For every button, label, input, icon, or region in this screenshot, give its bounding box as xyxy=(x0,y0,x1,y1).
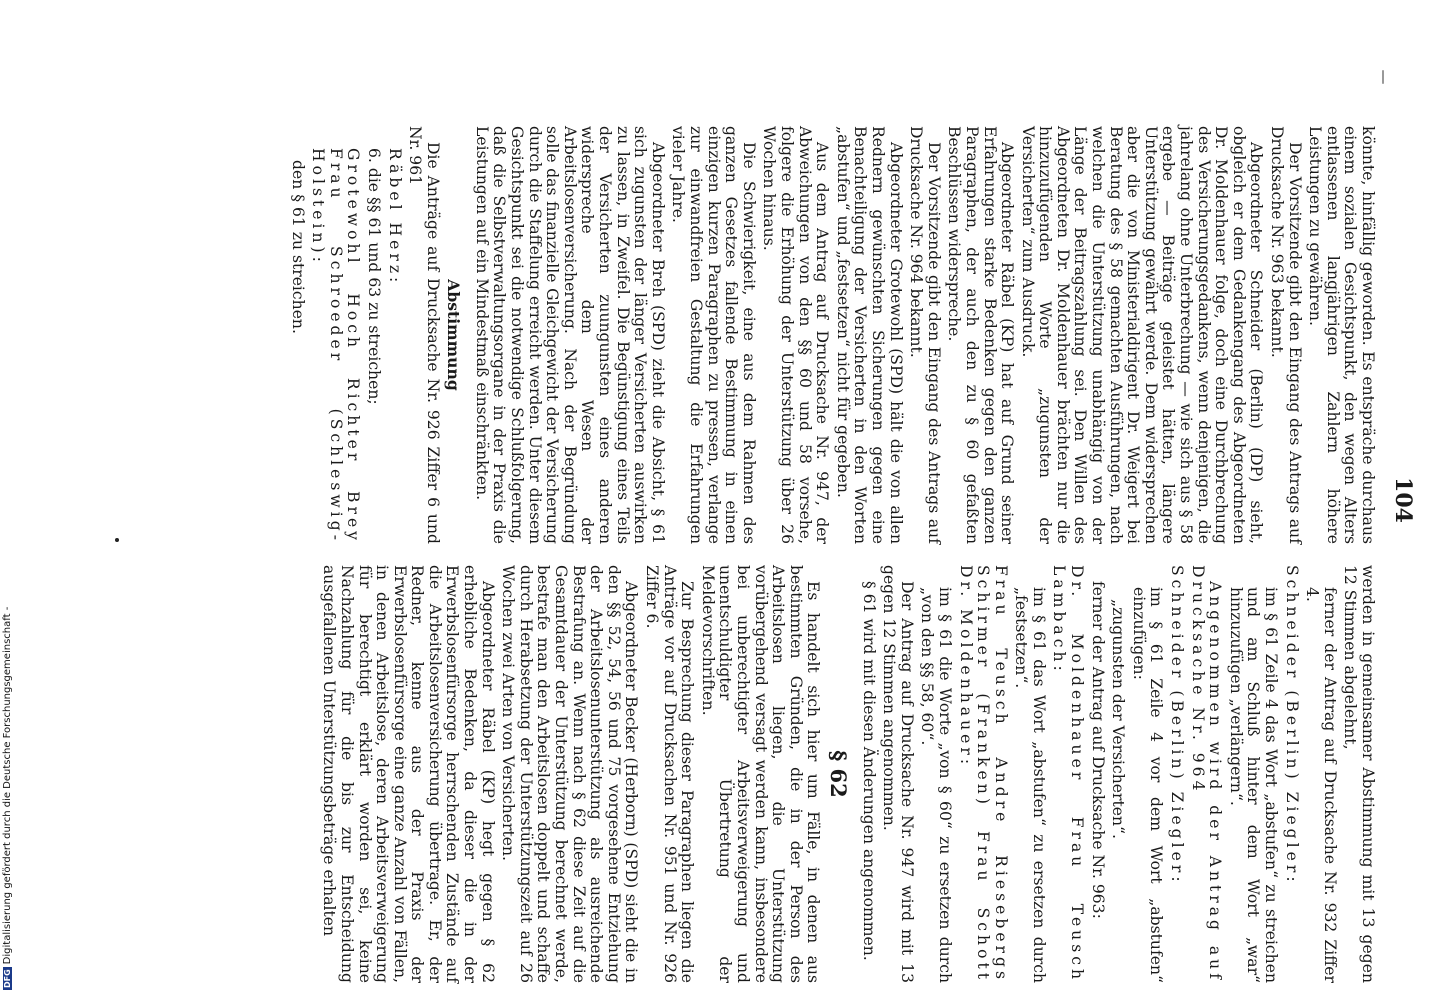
paragraph: Abgeordneter Räbel (KP) hat auf Grund seiner Erfahrungen starke Bedenken gegen den ganzen Paragraphen, der auch den zu § 60 gefaßten Beschlüssen widerspreche. xyxy=(945,126,1017,544)
motion-text: 6. die §§ 61 und 63 zu streichen; xyxy=(364,148,383,405)
motion-text: den § 61 zu streichen. xyxy=(288,160,307,334)
paragraph: Die Schwierigkeit, eine aus dem Rahmen des ganzen Gesetzes fallende Bestimmung in einen einzigen kurzen Paragraphen zu pressen, verlange zur einwandfreien Gestaltung die Erfahrungen vieler Jahre. xyxy=(669,126,758,544)
scan-speck xyxy=(1382,70,1384,84)
paragraph: Aus dem Antrag auf Drucksache Nr. 947, der Abweichungen von den §§ 60 und 58 vorsehe, folgere die Erhöhung der Unterstützung über 26 Wochen hinaus. xyxy=(760,126,832,544)
paragraph: § 61 wird mit diesen Änderungen angenommen. xyxy=(859,581,878,961)
section-heading: Abstimmung xyxy=(444,279,464,391)
digitization-note-text: Digitalisierung gefördert durch die Deutsche Forschungsgemeinschaft - xyxy=(2,606,13,965)
text-column-left xyxy=(285,126,1376,544)
signatories: Schneider (Berlin) Ziegler: xyxy=(1282,565,1301,886)
paragraph: Abgeordneter Räbel (KP) hegt gegen § 62 erhebliche Bedenken, da dieser die in der Erwerbslosenfürsorge herrschenden Zustände auf die Arbeitslosenversicherung übertrage. Er, der Redner, kenne aus der Praxis der Erwerbslosenfürsorge eine ganze Anzahl von Fällen, in denen Arbeitslose, deren Arbeitsverweigerung für berechtigt erklärt worden sei, keine Nachzahlung für die bis zur Entscheidung ausgefallenen Unterstützungsbeträge erhalten xyxy=(320,565,497,983)
motion-text: im § 61 die Worte „von § 60“ zu ersetzen durch „von den §§ 58, 60“. xyxy=(918,587,954,983)
section-heading: § 62 xyxy=(825,750,851,798)
signatories: Schneider (Berlin) Ziegler: xyxy=(1168,565,1187,886)
signatories: Räbel Herz: xyxy=(385,148,404,287)
paragraph: ferner der Antrag auf Drucksache Nr. 963: xyxy=(1088,581,1107,919)
signatories: Grotewohl Hoch Richter Brey Frau Schroeder (Schleswig-Holstein): xyxy=(309,148,363,544)
paragraph: könnte, hinfällig geworden. Es entspräche durchaus einem sozialen Gesichtspunkt, den wegen Alters entlassenen langjährigen Zahlern höhere Leistungen zu gewähren. xyxy=(1306,126,1377,544)
paragraph: Der Vorsitzende gibt den Eingang des Antrags auf Drucksache Nr. 963 bekannt. xyxy=(1268,126,1304,544)
paragraph: Zur Besprechung dieser Paragraphen liegen die Anträge vor auf Drucksachen Nr. 951 und Nr. 926 Ziffer 6. xyxy=(643,565,697,983)
paragraph: Es handelt sich hier um Fälle, in denen aus bestimmten Gründen, die in der Person des Arbeitslosen liegen, die Unterstützung vorübergehend versagt werden kann, insbesondere bei unberechtigter Arbeitsverweigerung und unentschuldigter Übertretung der Meldevorschriften. xyxy=(698,565,823,983)
paragraph: werden in gemeinsamer Abstimmung mit 13 gegen 12 Stimmen abgelehnt, xyxy=(1341,565,1377,983)
paragraph: Angenommen wird der Antrag auf Drucksache Nr. 964 xyxy=(1188,565,1225,983)
motion-text: im § 61 Zeile 4 vor dem Wort „abstufen“ einzufügen: xyxy=(1129,587,1166,983)
paragraph: Abgeordneter Breh (SPD) zieht die Absicht, § 61 sich zugunsten der länger Versicherten auswirken zu lassen, in Zweifel. Die Begünstigung eines Teils der Versicherten zuungunsten eines anderen widerspreche dem Wesen der Arbeitslosenversicherung. Nach der Begründung solle das finanzielle Gleichgewicht der Versicherung durch die Staffelung erreicht werden. Unter diesem Gesichtspunkt sei die notwendige Schlußfolgerung, daß die Selbstverwaltungsorgane in der Praxis die Leistungen auf ein Mindestmaß einschränkten. xyxy=(472,126,667,544)
paragraph: Abgeordneter Grotewohl (SPD) hält die von allen Rednern gewünschten Sicherungen gegen eine Benachteiligung der Versicherten in den Worten „abstufen“ und „festsetzen“ nicht für gegeben. xyxy=(833,126,905,544)
signatories: Dr. Moldenhauer Frau Teusch Lambach: xyxy=(1050,565,1087,983)
paragraph: Abgeordneter Becker (Herborn) (SPD) sieht die in den §§ 52, 54, 56 und 75 vorgesehene Entziehung der Arbeitslosenunterstützung als ausreichende Bestrafung an. Wenn nach § 62 diese Zeit auf die Gesamtdauer der Unterstützung berechnet werde, bestrafe man den Arbeitslosen doppelt und schaffe durch Herabsetzung der Unterstützungszeit auf 26 Wochen zwei Arten von Versicherten. xyxy=(499,565,641,983)
motion-text: im § 61 Zeile 4 das Wort „abstufen“ zu streichen und am Schluß hinter dem Wort „war“ hinzuzufügen „verlängern“. xyxy=(1226,587,1281,983)
paragraph: Abgeordneter Schneider (Berlin) (DP) sieht, obgleich er dem Gedankengang des Abgeordneten Dr. Moldenhauer folge, doch eine Durchbrechung des Versicherungsgedankens, wenn denjenigen, die jahrelang ohne Unterbrechung — wie sich aus § 58 ergebe — Beiträge geleistet hätten, längere Unterstützung gewährt werde. Dem widersprechen aber die von Ministerialdirigent Dr. Weigert bei Beratung des § 58 gemachten Ausführungen, nach welchen die Unterstützung unabhängig von der Länge der Beitragszahlung sei. Den Willen des Abgeordneten Dr. Moldenhauer brächten nur die hinzuzufügenden Worte „zugunsten der Versicherten“ zum Ausdruck. xyxy=(1018,126,1266,544)
paragraph: Der Antrag auf Drucksache Nr. 947 wird mit 13 gegen 12 Stimmen angenommen. xyxy=(880,565,916,983)
digitization-note xyxy=(2,0,14,990)
paragraph: Der Vorsitzende gibt den Eingang des Antrags auf Drucksache Nr. 964 bekannt. xyxy=(907,126,943,544)
motion-text: im § 61 das Wort „abstufen“ zu ersetzen durch „festsetzen“. xyxy=(1012,587,1048,983)
motion-text: „zugunsten der Versicherten“. xyxy=(1109,599,1128,839)
paragraph: ferner der Antrag auf Drucksache Nr. 932 Ziffer 4. xyxy=(1303,587,1339,983)
text-column-right xyxy=(317,565,1376,983)
paragraph: Die Anträge auf Drucksache Nr. 926 Ziffer 6 und Nr. 961 xyxy=(406,126,442,544)
signatories: Frau Teusch Andre Riesebergs Schirmer (Franken) Frau Schott Dr. Moldenhauer: xyxy=(956,565,1010,983)
page-number: 104 xyxy=(1390,477,1416,523)
scan-speck xyxy=(115,538,119,542)
dfg-logo-icon: DFG xyxy=(3,969,12,988)
